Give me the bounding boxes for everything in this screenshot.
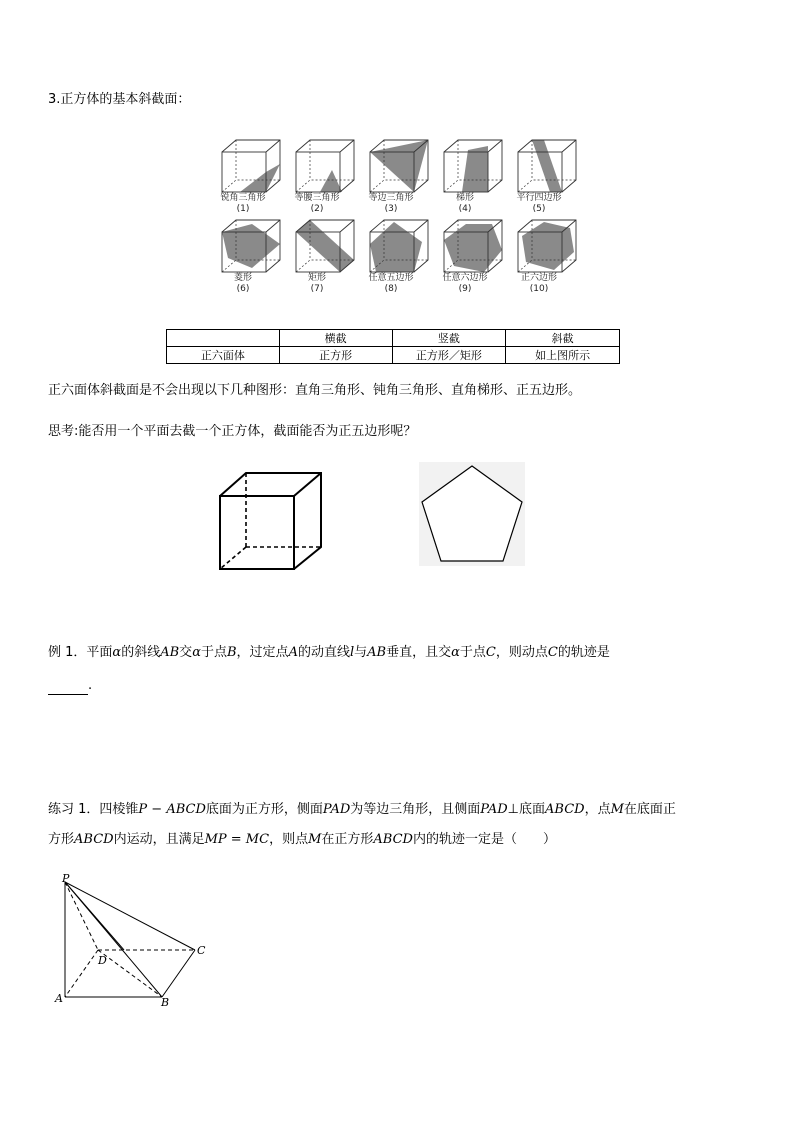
math-A: A (288, 645, 298, 660)
figure-acute-triangle (222, 140, 280, 192)
figure-isosceles-triangle (296, 140, 354, 192)
caption-num: (6) (236, 284, 250, 294)
example-text: 的斜线 (121, 645, 161, 660)
exercise-text: 底面 (519, 802, 546, 817)
example-text: 交 (179, 645, 193, 660)
section-title: 3.正方体的基本斜截面： (48, 92, 191, 107)
math-P-ABCD: P − ABCD (138, 802, 206, 817)
caption-label: 任意五边形 (368, 273, 414, 283)
exercise-text: 在正方形 (321, 832, 374, 847)
alpha-symbol: α (192, 645, 201, 660)
math-PAD: PAD (480, 802, 508, 817)
math-B: B (226, 645, 237, 660)
table-header-cell: 竖截 (392, 330, 506, 347)
note-text: 正六面体斜截面是不会出现以下几种图形：直角三角形、钝角三角形、直角梯形、正五边形。 (48, 383, 582, 398)
caption-num: (5) (532, 204, 546, 214)
example-text: 与 (354, 645, 368, 660)
example-text: 的轨迹是 (557, 645, 610, 660)
table-header-cell: 斜截 (506, 330, 620, 347)
label-A: A (55, 992, 63, 1005)
caption-label: 等边三角形 (368, 193, 414, 203)
alpha-symbol: α (112, 645, 122, 660)
table-cell: 如上图所示 (506, 347, 620, 364)
math-M: M (308, 832, 322, 847)
label-P: P (62, 872, 70, 885)
exercise-text: 内的轨迹一定是（ ） (412, 832, 556, 847)
caption-num: (8) (384, 284, 398, 294)
figure-hexagon (444, 220, 502, 272)
example-text: 于点 (459, 645, 486, 660)
label-B: B (161, 996, 170, 1009)
math-PAD: PAD (322, 802, 351, 817)
math-C: C (547, 645, 558, 660)
caption-label: 菱形 (233, 273, 252, 283)
table-cell: 正方形／矩形 (392, 347, 506, 364)
table-cell: 正六面体 (167, 347, 280, 364)
example-1 (48, 644, 610, 662)
figure-pentagon (370, 220, 428, 272)
exercise-1-line-1 (48, 801, 676, 819)
table-row (167, 347, 620, 364)
example-text: 的动直线 (297, 645, 350, 660)
caption-label: 矩形 (307, 273, 326, 283)
cube-diagram (215, 470, 330, 575)
caption-num: (2) (310, 204, 324, 214)
caption-num: (4) (458, 204, 472, 214)
example-text: 平面 (86, 645, 113, 660)
caption-num: (10) (529, 284, 549, 294)
exercise-text: ，则点 (269, 832, 309, 847)
figure-rhombus (222, 220, 280, 272)
alpha-symbol: α (451, 645, 460, 660)
exercise-text: ，点 (584, 802, 611, 817)
math-AB: AB (367, 645, 387, 660)
figure-regular-hexagon (518, 220, 576, 272)
math-ABCD: ABCD (373, 832, 413, 847)
math-C: C (485, 645, 496, 660)
table-header-cell (167, 330, 280, 347)
answer-line (48, 677, 92, 695)
caption-num: (1) (236, 204, 250, 214)
pyramid-diagram (52, 870, 217, 1010)
math-M: M (610, 802, 624, 817)
caption-label: 任意六边形 (442, 273, 488, 283)
table-header-cell: 横截 (279, 330, 392, 347)
example-text: ，过定点 (236, 645, 289, 660)
exercise-text: 在底面正 (623, 802, 676, 817)
figure-trapezoid (444, 140, 502, 192)
caption-label: 正六边形 (520, 273, 557, 283)
exercise-text: 内运动，且满足 (113, 832, 205, 847)
think-question: 思考:能否用一个平面去截一个正方体，截面能否为正五边形呢？ (48, 424, 417, 439)
exercise-label: 练习 1． (48, 802, 100, 817)
caption-label: 等腰三角形 (294, 193, 340, 203)
answer-end: . (88, 678, 93, 693)
exercise-text: 底面为正方形，侧面 (205, 802, 323, 817)
math-MP-MC: MP = MC (204, 832, 270, 847)
caption-num: (3) (384, 204, 398, 214)
answer-blank (48, 682, 88, 695)
example-label: 例 1． (48, 645, 87, 660)
exercise-text: 为等边三角形，且侧面 (350, 802, 481, 817)
label-D: D (98, 954, 107, 967)
math-ABCD: ABCD (545, 802, 585, 817)
exercise-text: 四棱锥 (99, 802, 139, 817)
table-cell: 正方形 (279, 347, 392, 364)
math-AB: AB (160, 645, 180, 660)
exercise-text: 方形 (48, 832, 75, 847)
section-table (166, 329, 620, 364)
exercise-1-line-2 (48, 831, 556, 849)
math-ABCD: ABCD (74, 832, 114, 847)
figure-rectangle (296, 220, 354, 272)
example-text: ，则动点 (495, 645, 548, 660)
perp-symbol: ⊥ (507, 802, 519, 817)
label-C: C (197, 944, 206, 957)
math-l: l (349, 645, 355, 660)
caption-label: 梯形 (455, 193, 474, 203)
figure-parallelogram (518, 140, 576, 192)
caption-label: 锐角三角形 (220, 193, 266, 203)
caption-label: 平行四边形 (516, 193, 562, 203)
table-header-row (167, 330, 620, 347)
pentagon-diagram (419, 462, 525, 566)
example-text: 垂直，且交 (386, 645, 452, 660)
example-text: 于点 (200, 645, 227, 660)
caption-num: (7) (310, 284, 324, 294)
figure-equilateral-triangle (370, 140, 428, 192)
caption-num: (9) (458, 284, 472, 294)
